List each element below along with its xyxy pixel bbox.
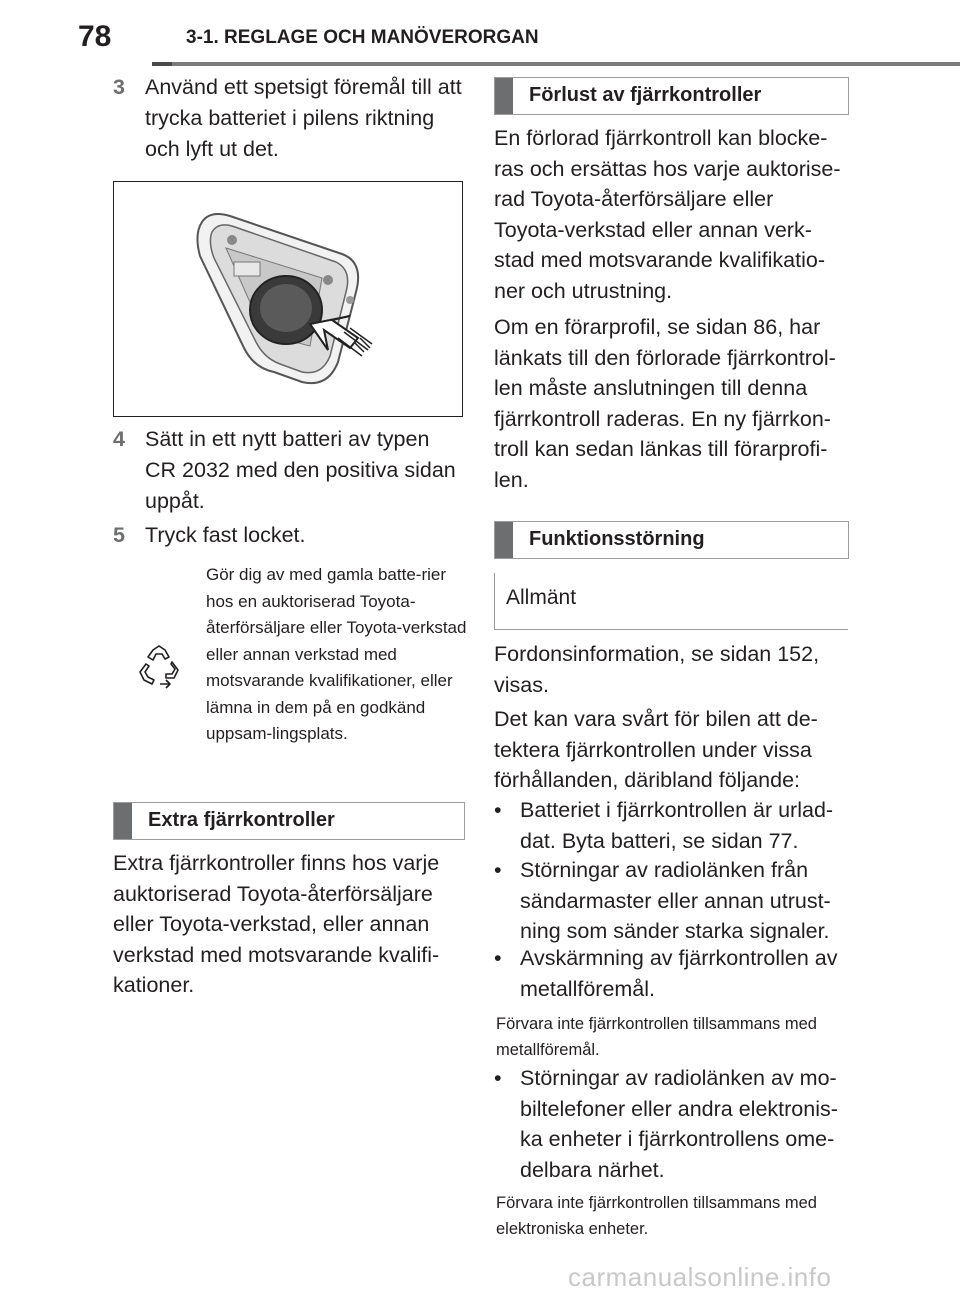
bullet-dot: • bbox=[494, 858, 502, 882]
step-text: Använd ett spetsigt föremål till att trycka batteriet i pilens riktning och lyft ut det. bbox=[145, 75, 462, 161]
heading-bar bbox=[495, 78, 513, 114]
step-number: 3 bbox=[113, 75, 125, 99]
heading-extra-remotes bbox=[113, 802, 465, 840]
step-number: 5 bbox=[113, 523, 125, 547]
subheading-label: Allmänt bbox=[506, 586, 577, 609]
list-item-text: Batteriet i fjärrkontrollen är urlad-dat. Byta batteri, se sidan 77. bbox=[520, 798, 834, 853]
lost-remote-paragraph-1: En förlorad fjärrkontroll kan blocke-ras och ersättas hos varje auktorise-rad Toyota-återförsäljare eller Toyota-verkstad eller annan verk-stad med motsvarande kvalifikatio-ner och utrustning. bbox=[494, 126, 841, 303]
lost-remote-paragraph-2: Om en förarprofil, se sidan 86, har länkats till den förlorade fjärrkontrol-len måste anslutningen till denna fjärrkontroll raderas. En ny fjärrkon-troll kan sedan länkas till förarprofi-len. bbox=[494, 315, 836, 492]
heading-lost-remotes bbox=[494, 77, 849, 115]
step-3 bbox=[113, 72, 465, 168]
list-item bbox=[494, 855, 850, 947]
bullet-dot: • bbox=[494, 798, 502, 822]
page-number: 78 bbox=[78, 20, 112, 53]
step-text: Sätt in ett nytt batteri av typen CR 2032 med den positiva sidan uppåt. bbox=[145, 427, 456, 513]
page-number-box bbox=[0, 0, 152, 66]
note-metal-objects: Förvara inte fjärrkontrollen tillsammans med metallföremål. bbox=[496, 1015, 817, 1059]
step-4 bbox=[113, 424, 465, 520]
recycle-note: Gör dig av med gamla batte-rier hos en auktoriserad Toyota-återförsäljare eller Toyota-verkstad eller annan verkstad med motsvarande kvalifikationer, eller lämna in dem på en godkänd uppsam-lingsplats. bbox=[206, 565, 467, 743]
heading-bar bbox=[495, 522, 513, 558]
heading-label: Extra fjärrkontroller bbox=[148, 809, 335, 831]
note-electronic-devices: Förvara inte fjärrkontrollen tillsammans med elektroniska enheter. bbox=[496, 1194, 817, 1238]
list-item bbox=[494, 943, 850, 1005]
list-item bbox=[494, 1063, 850, 1185]
section-title: 3-1. REGLAGE OCH MANÖVERORGAN bbox=[186, 27, 539, 48]
step-number: 4 bbox=[113, 427, 125, 451]
heading-malfunction bbox=[494, 521, 849, 559]
bullet-dot: • bbox=[494, 946, 502, 970]
malfunction-paragraph-2: Det kan vara svårt för bilen att de-tektera fjärrkontrollen under vissa förhållanden, däribland följande: bbox=[494, 707, 818, 792]
list-item-text: Avskärmning av fjärrkontrollen av metallföremål. bbox=[520, 946, 838, 1001]
list-item bbox=[494, 795, 850, 857]
extra-remotes-text: Extra fjärrkontroller finns hos varje auktoriserad Toyota-återförsäljare eller Toyota-verkstad, eller annan verkstad med motsvarande kvalifi-kationer. bbox=[113, 851, 440, 997]
list-item-text: Störningar av radiolänken från sändarmaster eller annan utrust-ning som sänder starka signaler. bbox=[520, 858, 831, 943]
key-fob-illustration bbox=[114, 182, 462, 416]
page-header bbox=[0, 0, 960, 76]
watermark: carmanualsonline.info bbox=[568, 1262, 832, 1292]
recycle-icon bbox=[136, 644, 182, 695]
subheading-general bbox=[494, 573, 848, 630]
key-fob-battery-figure bbox=[113, 181, 463, 417]
bullet-dot: • bbox=[494, 1066, 502, 1090]
step-5 bbox=[113, 520, 465, 554]
list-item-text: Störningar av radiolänken av mo-biltelefoner eller andra elektronis-ka enheter i fjärrkontrollens ome-delbara närhet. bbox=[520, 1066, 838, 1182]
step-text: Tryck fast locket. bbox=[145, 523, 306, 547]
heading-label: Funktionsstörning bbox=[529, 528, 705, 550]
malfunction-paragraph-1: Fordonsinformation, se sidan 152, visas. bbox=[494, 642, 820, 697]
heading-bar bbox=[114, 803, 132, 839]
heading-label: Förlust av fjärrkontroller bbox=[529, 84, 762, 106]
